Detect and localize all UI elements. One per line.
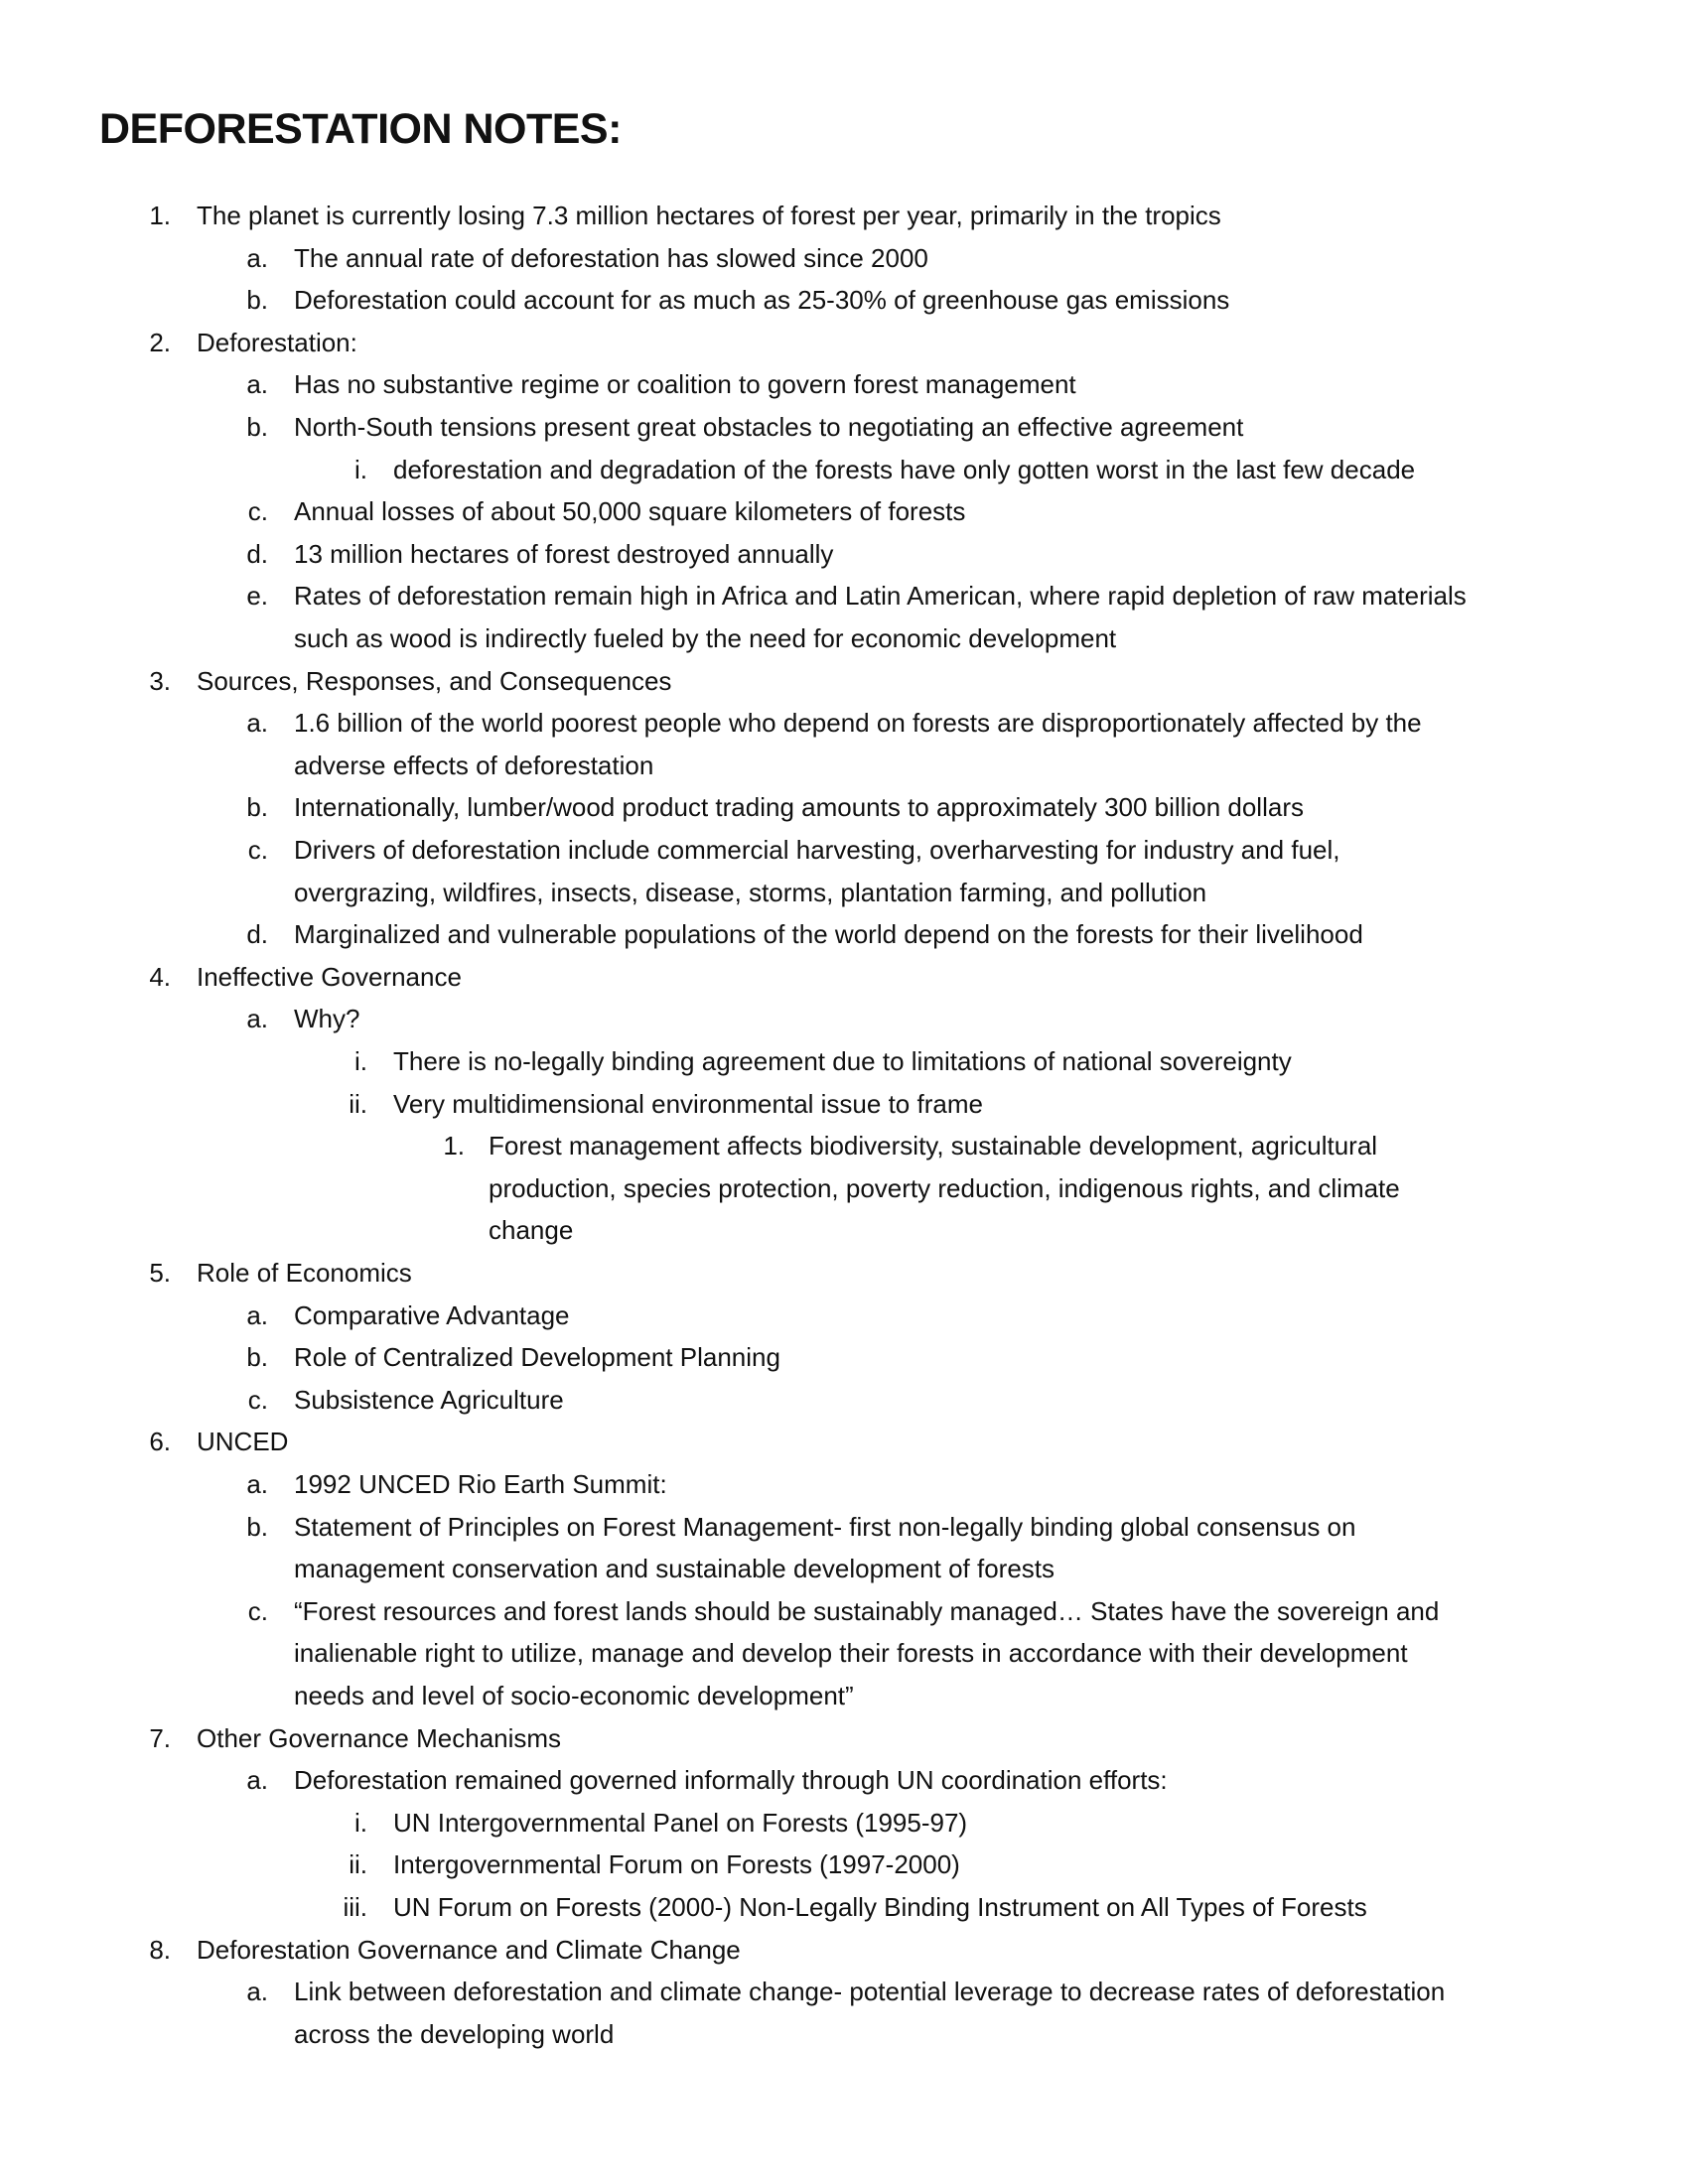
list-item (0, 1548, 1688, 1589)
list-item-text: Role of Centralized Development Planning (294, 1342, 780, 1373)
list-marker: a. (246, 708, 268, 739)
list-marker: b. (246, 1511, 268, 1542)
list-item-text: overgrazing, wildfires, insects, disease, storms, plantation farming, and pollution (294, 877, 1207, 907)
list-item (0, 1125, 1688, 1166)
list-marker: c. (247, 835, 268, 865)
list-item-text: There is no-legally binding agreement due to limitations of national sovereignty (393, 1046, 1292, 1076)
list-item (0, 1083, 1688, 1125)
list-marker: 3. (149, 665, 171, 696)
list-marker: i. (354, 454, 367, 484)
list-item (0, 872, 1688, 913)
list-item (0, 2013, 1688, 2055)
list-item (0, 1590, 1688, 1632)
list-item (0, 786, 1688, 828)
list-marker: i. (354, 1046, 367, 1076)
list-item (0, 1252, 1688, 1294)
list-item (0, 1717, 1688, 1759)
list-item (0, 745, 1688, 786)
list-item-text: adverse effects of deforestation (294, 750, 654, 780)
list-item-text: UN Forum on Forests (2000-) Non-Legally Binding Instrument on All Types of Forests (393, 1892, 1367, 1922)
list-marker: 5. (149, 1258, 171, 1288)
list-item-text: 1992 UNCED Rio Earth Summit: (294, 1469, 667, 1499)
list-marker: c. (247, 496, 268, 527)
list-item-text: across the developing world (294, 2018, 615, 2049)
list-marker: iii. (343, 1892, 367, 1922)
list-item-text: Link between deforestation and climate change- potential leverage to decrease rates of deforestation (294, 1977, 1446, 2007)
list-item-text: Deforestation could account for as much as 25-30% of greenhouse gas emissions (294, 285, 1230, 316)
list-item (0, 322, 1688, 363)
list-item (0, 829, 1688, 871)
list-marker: 6. (149, 1427, 171, 1457)
list-item-text: Ineffective Governance (197, 961, 462, 992)
list-item-text: Forest management affects biodiversity, sustainable development, agricultural (489, 1131, 1378, 1161)
list-marker: 7. (149, 1722, 171, 1753)
list-item (0, 1929, 1688, 1971)
list-marker: a. (246, 1977, 268, 2007)
list-item (0, 363, 1688, 405)
list-item (0, 1295, 1688, 1336)
list-item (0, 617, 1688, 659)
list-item-text: Statement of Principles on Forest Management- first non-legally binding global consensus on (294, 1511, 1356, 1542)
list-item-text: Internationally, lumber/wood product trading amounts to approximately 300 billion dollars (294, 792, 1304, 823)
list-item-text: Comparative Advantage (294, 1299, 570, 1330)
list-marker: b. (246, 412, 268, 442)
page-title: DEFORESTATION NOTES: (99, 105, 622, 153)
list-marker: c. (247, 1595, 268, 1626)
list-item-text: Very multidimensional environmental issue to frame (393, 1088, 983, 1119)
list-marker: d. (246, 919, 268, 950)
list-item (0, 1802, 1688, 1843)
list-marker: b. (246, 285, 268, 316)
list-item-text: such as wood is indirectly fueled by the need for economic development (294, 623, 1117, 653)
list-marker: a. (246, 1004, 268, 1034)
list-item-text: “Forest resources and forest lands should be sustainably managed… States have the sovereign and (294, 1595, 1440, 1626)
list-item-text: 13 million hectares of forest destroyed annually (294, 538, 834, 569)
list-item (0, 660, 1688, 702)
list-item (0, 1886, 1688, 1928)
list-item (0, 1421, 1688, 1462)
list-item-text: UN Intergovernmental Panel on Forests (1995-97) (393, 1807, 968, 1838)
list-item (0, 1463, 1688, 1505)
list-item (0, 533, 1688, 575)
list-item-text: Deforestation Governance and Climate Change (197, 1934, 741, 1965)
list-item (0, 1675, 1688, 1716)
list-marker: i. (354, 1807, 367, 1838)
list-item (0, 1843, 1688, 1885)
list-item (0, 1759, 1688, 1801)
list-item-text: The annual rate of deforestation has slowed since 2000 (294, 242, 928, 273)
list-marker: 2. (149, 327, 171, 357)
list-marker: a. (246, 1299, 268, 1330)
list-item-text: Sources, Responses, and Consequences (197, 665, 672, 696)
list-marker: a. (246, 369, 268, 400)
list-item (0, 195, 1688, 236)
list-marker: 8. (149, 1934, 171, 1965)
list-item-text: UNCED (197, 1427, 289, 1457)
list-marker: e. (246, 581, 268, 612)
list-item-text: management conservation and sustainable development of forests (294, 1554, 1055, 1584)
list-marker: a. (246, 242, 268, 273)
list-item (0, 1209, 1688, 1251)
list-item-text: Deforestation: (197, 327, 357, 357)
list-item (0, 1506, 1688, 1548)
list-item (0, 1040, 1688, 1082)
list-marker: ii. (349, 1088, 367, 1119)
list-item (0, 490, 1688, 532)
list-item-text: change (489, 1215, 574, 1246)
list-item (0, 998, 1688, 1039)
list-item-text: deforestation and degradation of the forests have only gotten worst in the last few decade (393, 454, 1416, 484)
list-marker: 4. (149, 961, 171, 992)
list-item (0, 913, 1688, 955)
list-marker: 1. (443, 1131, 465, 1161)
list-item-text: Why? (294, 1004, 360, 1034)
list-item-text: Marginalized and vulnerable populations of the world depend on the forests for their livelihood (294, 919, 1363, 950)
list-item (0, 449, 1688, 490)
list-item (0, 406, 1688, 448)
list-item-text: Drivers of deforestation include commercial harvesting, overharvesting for industry and fuel, (294, 835, 1340, 865)
list-item (0, 1971, 1688, 2012)
list-marker: b. (246, 1342, 268, 1373)
list-item (0, 1167, 1688, 1209)
list-marker: ii. (349, 1849, 367, 1880)
list-item-text: Intergovernmental Forum on Forests (1997-2000) (393, 1849, 960, 1880)
list-item-text: Rates of deforestation remain high in Africa and Latin American, where rapid depletion of raw materials (294, 581, 1467, 612)
list-item (0, 702, 1688, 744)
list-item (0, 279, 1688, 321)
list-item-text: Role of Economics (197, 1258, 412, 1288)
list-item-text: needs and level of socio-economic development” (294, 1681, 854, 1710)
list-item (0, 237, 1688, 279)
list-marker: a. (246, 1765, 268, 1796)
list-item-text: Subsistence Agriculture (294, 1384, 564, 1415)
list-marker: c. (247, 1384, 268, 1415)
list-item-text: The planet is currently losing 7.3 million hectares of forest per year, primarily in the tropics (197, 201, 1221, 230)
list-item-text: inalienable right to utilize, manage and develop their forests in accordance with their development (294, 1638, 1408, 1669)
list-item (0, 1379, 1688, 1421)
list-marker: b. (246, 792, 268, 823)
list-item-text: Other Governance Mechanisms (197, 1722, 562, 1753)
list-item (0, 575, 1688, 616)
list-marker: d. (246, 538, 268, 569)
list-marker: 1. (149, 201, 171, 230)
list-item (0, 956, 1688, 998)
list-item-text: Has no substantive regime or coalition to govern forest management (294, 369, 1076, 400)
list-item-text: 1.6 billion of the world poorest people who depend on forests are disproportionately affected by the (294, 708, 1422, 739)
list-item-text: Annual losses of about 50,000 square kilometers of forests (294, 496, 966, 527)
list-item (0, 1336, 1688, 1378)
list-item-text: production, species protection, poverty reduction, indigenous rights, and climate (489, 1172, 1400, 1203)
list-item-text: North-South tensions present great obstacles to negotiating an effective agreement (294, 412, 1244, 442)
list-marker: a. (246, 1469, 268, 1499)
list-item (0, 1632, 1688, 1674)
list-item-text: Deforestation remained governed informally through UN coordination efforts: (294, 1765, 1168, 1796)
